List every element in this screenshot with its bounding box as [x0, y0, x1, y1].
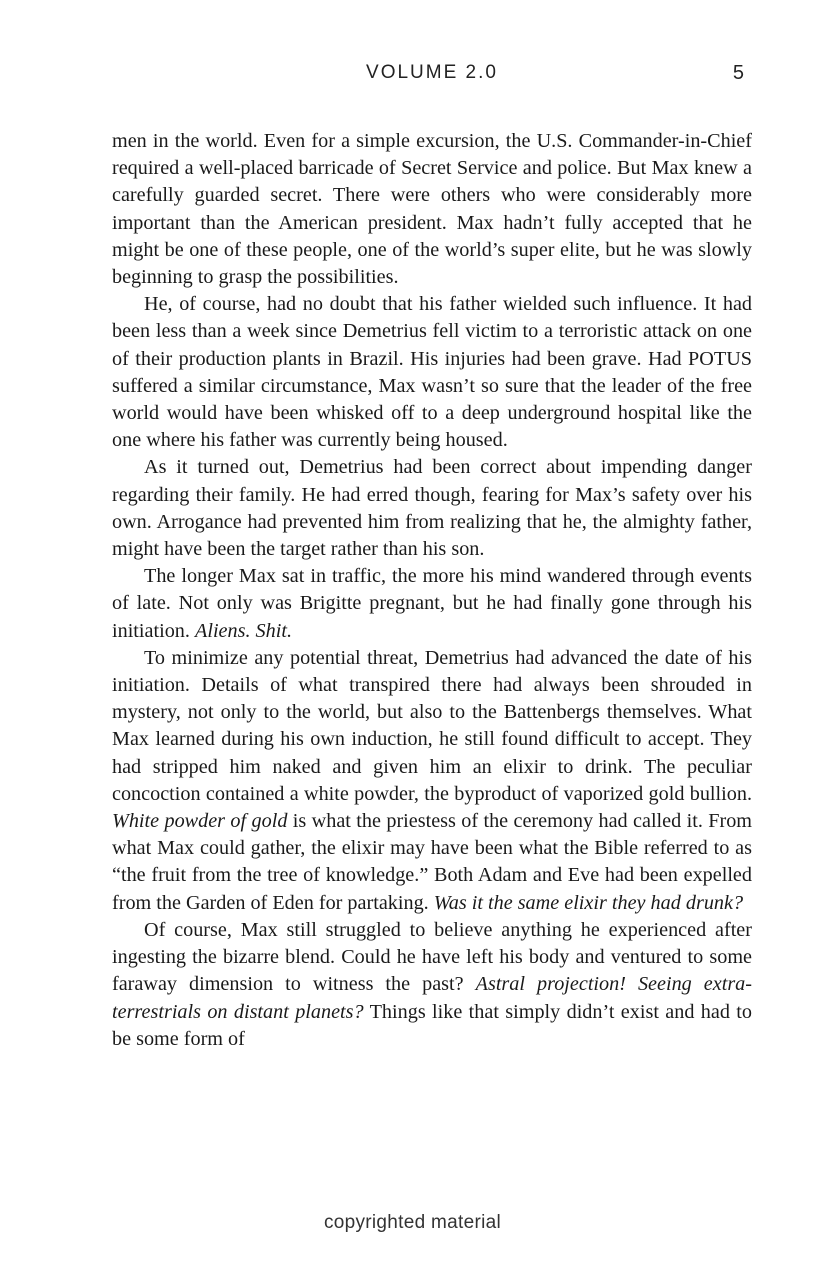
paragraph-4-italic: Aliens. Shit. — [195, 619, 293, 642]
paragraph-5-text-a: To minimize any potential threat, Demetrius had advanced the date of his initiation. Details of what transpired there had always been shrouded in mystery, not only to the world, but also to the Battenbergs themselves. What Max learned during his own induction, he still found difficult to accept. They had stripped him naked and given him an elixir to drink. The peculiar concoction contained a white powder, the byproduct of vaporized gold bullion. — [112, 646, 752, 805]
paragraph-4-text: The longer Max sat in traffic, the more his mind wandered through events of late. Not only was Brigitte pregnant, but he had finally gone through his initiation. — [112, 565, 752, 642]
paragraph-5 — [112, 645, 752, 917]
body-text — [112, 128, 752, 1053]
paragraph-6-text-b: Things like that simply didn’t exist and had to be some form of — [112, 1000, 752, 1050]
paragraph-6-text-a: Of course, Max still struggled to believe anything he experienced after ingesting the bizarre blend. Could he have left his body and ventured to some faraway dimension to witness the past? — [112, 918, 752, 996]
paragraph-3: As it turned out, Demetrius had been correct about impending danger regarding their family. He had erred though, fearing for Max’s safety over his own. Arrogance had prevented him from realizing that he, the almighty father, might have been the target rather than his son. — [112, 456, 752, 561]
running-title: VOLUME 2.0 — [366, 62, 498, 83]
running-head — [112, 62, 752, 86]
copyright-notice: copyrighted material — [323, 1212, 502, 1233]
paragraph-1: men in the world. Even for a simple excursion, the U.S. Commander-in-Chief required a well-placed barricade of Secret Service and police. But Max knew a carefully guarded secret. There were others who were considerably more important than the American president. Max hadn’t fully accepted that he might be one of these people, one of the world’s super elite, but he was slowly beginning to grasp the possibilities. — [112, 130, 752, 289]
page-number: 5 — [732, 62, 744, 84]
paragraph-4 — [112, 563, 752, 645]
paragraph-6-italic: Astral projection! Seeing extra-terrestrials on distant planets? — [112, 973, 752, 1023]
paragraph-5-italic-1: White powder of gold — [112, 810, 288, 833]
paragraph-5-text-b: is what the priestess of the ceremony had called it. From what Max could gather, the elixir may have been what the Bible referred to as “the fruit from the tree of knowledge.” Both Adam and Eve had been expelled from the Garden of Eden for partaking. — [112, 810, 753, 914]
paragraph-5-italic-2: Was it the same elixir they had drunk? — [433, 891, 744, 914]
paragraph-2: He, of course, had no doubt that his father wielded such influence. It had been less than a week since Demetrius fell victim to a terroristic attack on one of their production plants in Brazil. His injuries had been grave. Had POTUS suffered a similar circumstance, Max wasn’t so sure that the leader of the free world would have been whisked off to a deep underground hospital like the one where his father was currently being housed. — [112, 293, 752, 452]
paragraph-6 — [112, 917, 752, 1053]
